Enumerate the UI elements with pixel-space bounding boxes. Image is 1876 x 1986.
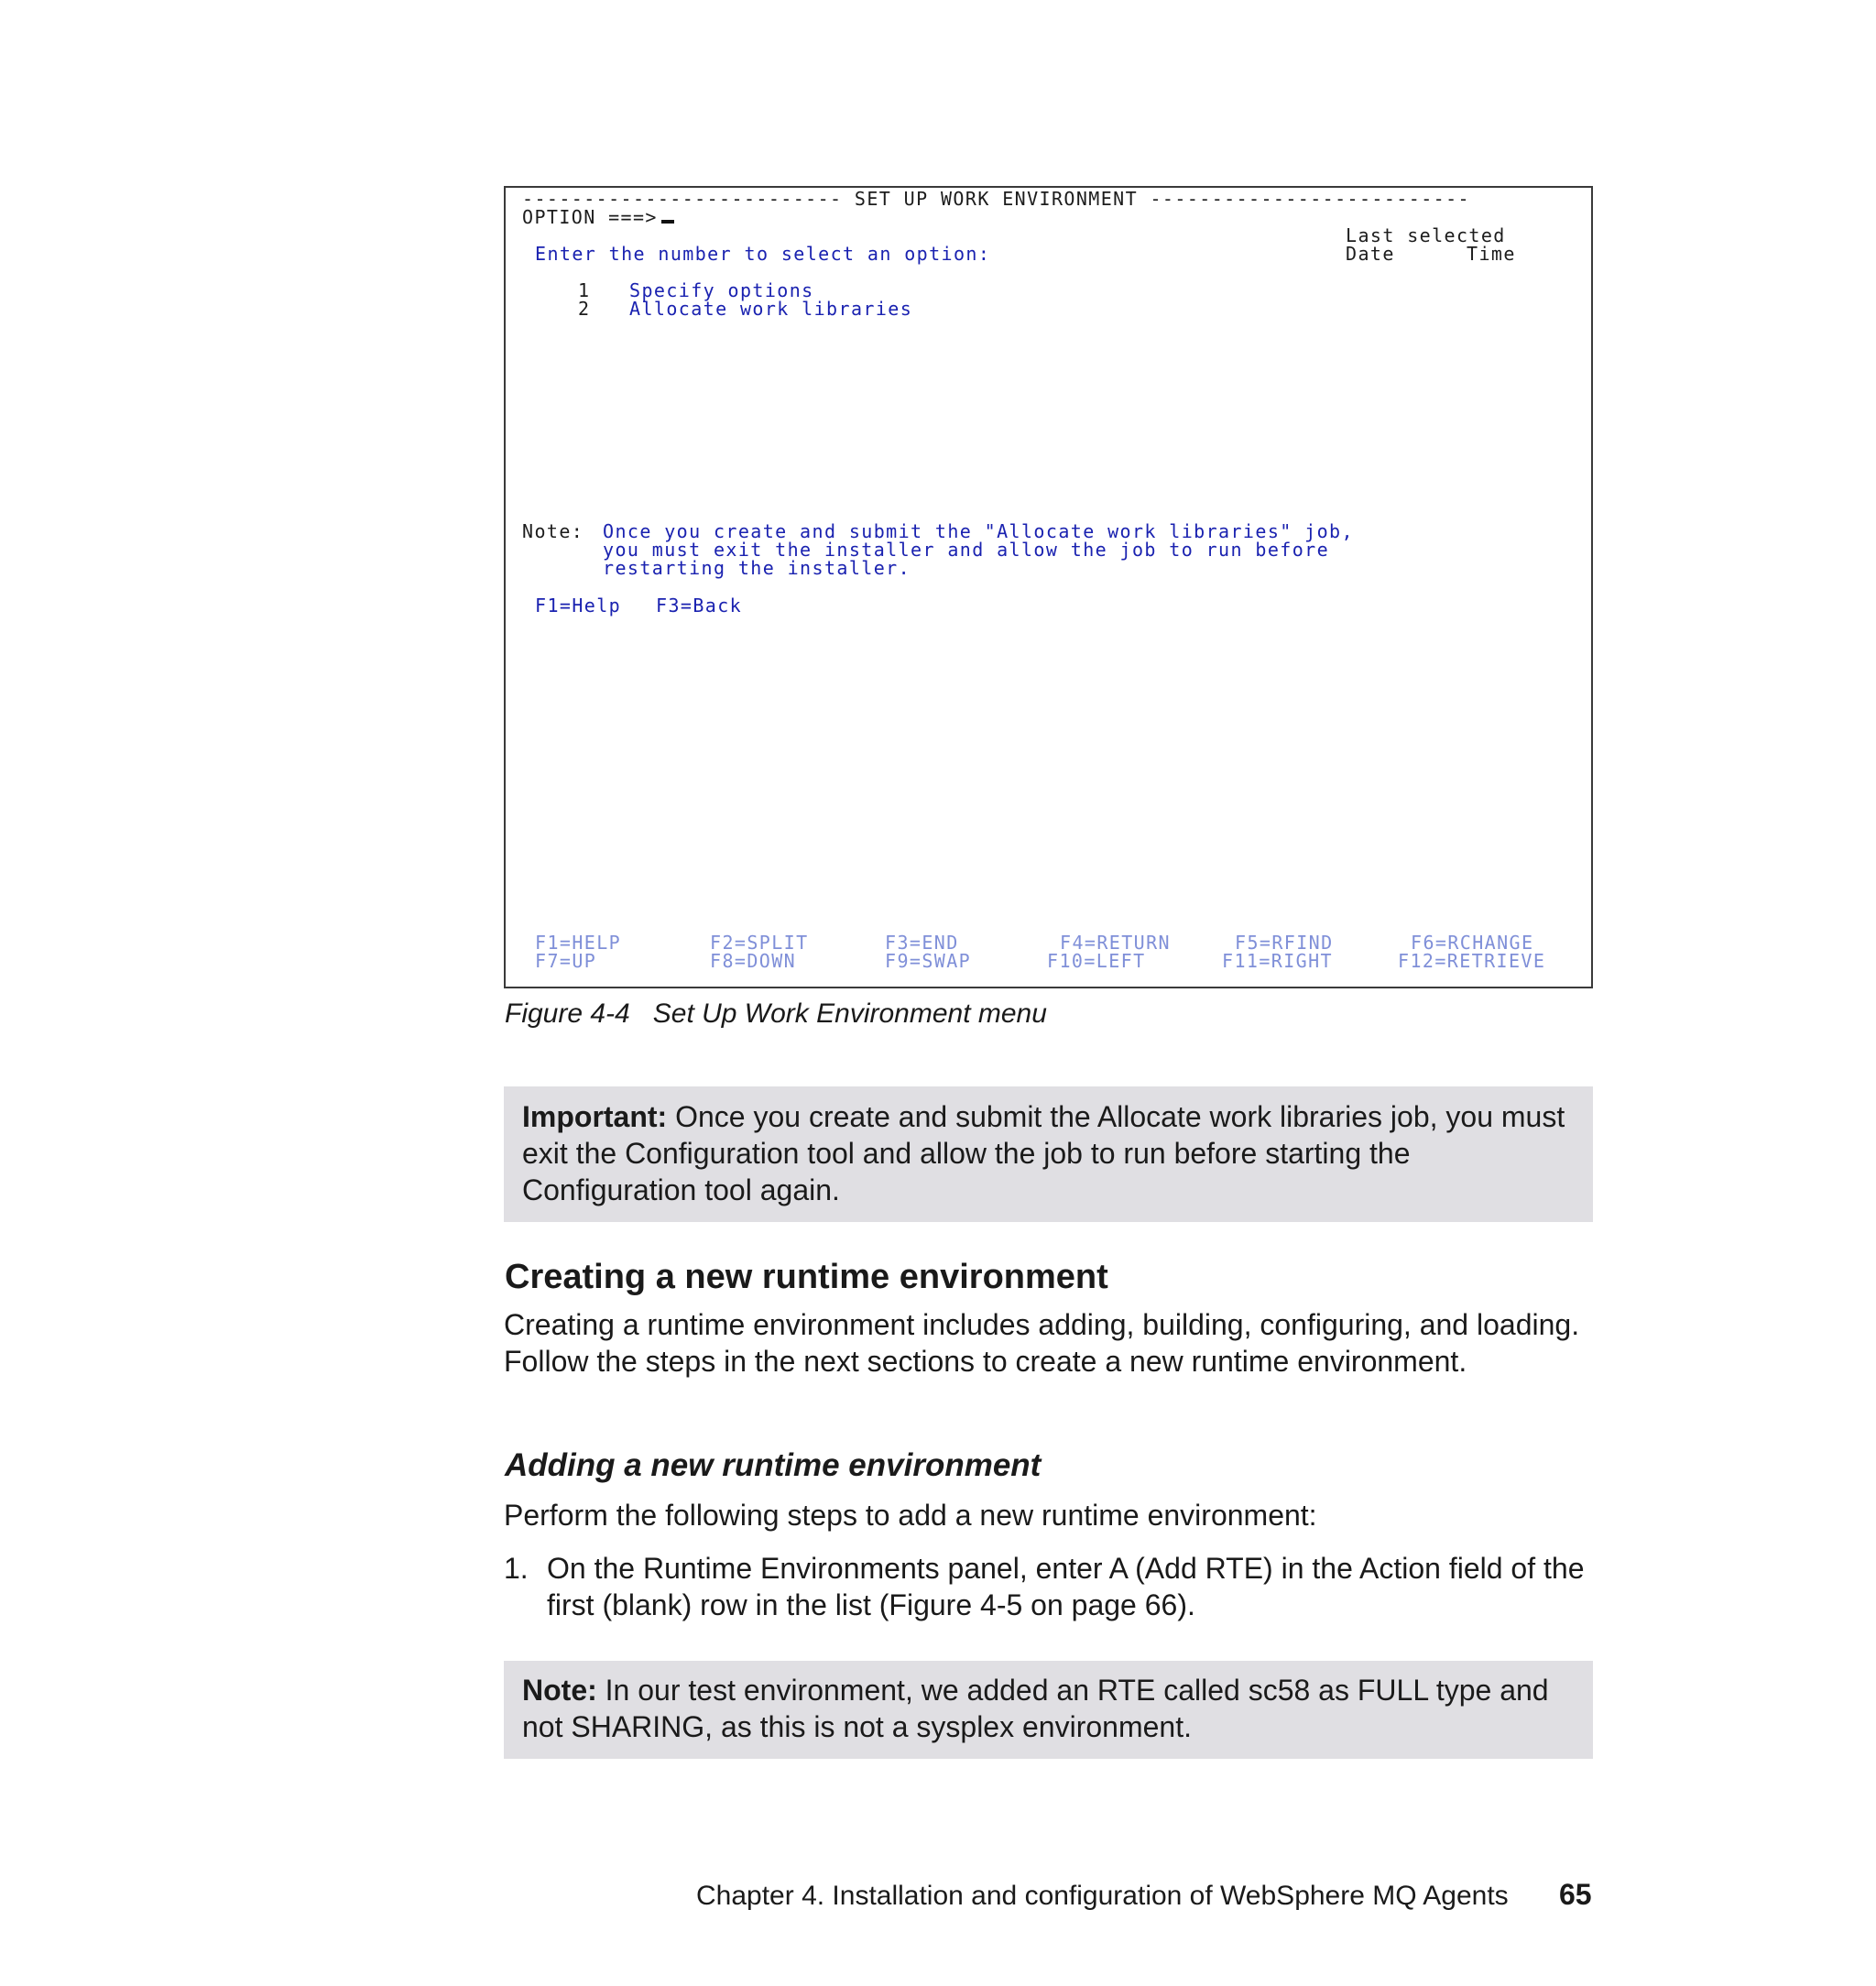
pf-key-f8[interactable]: F8=DOWN xyxy=(710,950,797,972)
menu-option-number: 1 xyxy=(578,279,591,301)
note-label: Note: xyxy=(522,520,584,542)
subsection-heading: Adding a new runtime environment xyxy=(505,1447,1042,1483)
figure-title: Set Up Work Environment menu xyxy=(652,998,1047,1029)
option-prompt xyxy=(522,208,674,226)
section-intro: Creating a runtime environment includes adding, building, configuring, and loading. Follow the steps in the next sections to create a new runtime environment. xyxy=(504,1308,1580,1378)
pf-key-f4[interactable]: F4=RETURN xyxy=(1060,932,1171,954)
pf-key-f2[interactable]: F2=SPLIT xyxy=(710,932,809,954)
date-column-label: Date xyxy=(1346,243,1395,265)
note-box-text: In our test environment, we added an RTE called sc58 as FULL type and not SHARING, as this is not a sysplex environment. xyxy=(522,1674,1549,1743)
option-prompt-label: OPTION ===> xyxy=(522,206,658,228)
page-number: 65 xyxy=(1559,1878,1592,1911)
f3-back-key[interactable]: F3=Back xyxy=(656,595,743,617)
instruction-text: Enter the number to select an option: xyxy=(535,243,991,265)
step-number: 1. xyxy=(504,1552,529,1585)
note-line: restarting the installer. xyxy=(603,557,911,579)
figure-caption xyxy=(505,998,1047,1030)
terminal-screen xyxy=(504,186,1593,988)
time-column-label: Time xyxy=(1467,243,1516,265)
panel-title-line: -------------------------- SET UP WORK ENVIRONMENT -------------------------- xyxy=(522,188,1470,210)
pf-key-f10[interactable]: F10=LEFT xyxy=(1047,950,1146,972)
pf-key-f5[interactable]: F5=RFIND xyxy=(1235,932,1334,954)
menu-option-specify-options[interactable]: Specify options xyxy=(629,279,814,301)
pf-key-f11[interactable]: F11=RIGHT xyxy=(1222,950,1333,972)
pf-key-f9[interactable]: F9=SWAP xyxy=(885,950,972,972)
pf-key-f7[interactable]: F7=UP xyxy=(535,950,597,972)
f1-help-key[interactable]: F1=Help xyxy=(535,595,622,617)
figure-number: Figure 4-4 xyxy=(505,998,630,1029)
important-text: Once you create and submit the Allocate work libraries job, you must exit the Configuration tool and allow the job to run before starting the Configuration tool again. xyxy=(522,1100,1565,1206)
pf-key-f12[interactable]: F12=RETRIEVE xyxy=(1398,950,1546,972)
menu-option-number: 2 xyxy=(578,298,591,320)
note-box-label: Note: xyxy=(522,1674,597,1707)
step-text: On the Runtime Environments panel, enter A (Add RTE) in the Action field of the first (blank) row in the list (Figure 4-5 on page 66). xyxy=(547,1552,1585,1621)
note-line: you must exit the installer and allow the job to run before xyxy=(603,539,1330,561)
important-box xyxy=(504,1086,1593,1222)
footer-chapter: Chapter 4. Installation and configuration of WebSphere MQ Agents xyxy=(696,1881,1509,1911)
pf-key-f6[interactable]: F6=RCHANGE xyxy=(1411,932,1534,954)
note-line: Once you create and submit the "Allocate work libraries" job, xyxy=(603,520,1354,542)
menu-option-allocate-work-libraries[interactable]: Allocate work libraries xyxy=(629,298,913,320)
section-heading: Creating a new runtime environment xyxy=(505,1258,1108,1296)
pf-key-f3[interactable]: F3=END xyxy=(885,932,959,954)
note-box xyxy=(504,1661,1593,1759)
pf-key-f1[interactable]: F1=HELP xyxy=(535,932,622,954)
important-label: Important: xyxy=(522,1100,668,1133)
last-selected-label: Last selected xyxy=(1346,224,1506,246)
subsection-intro: Perform the following steps to add a new runtime environment: xyxy=(504,1499,1317,1532)
option-input-cursor[interactable] xyxy=(661,220,674,224)
